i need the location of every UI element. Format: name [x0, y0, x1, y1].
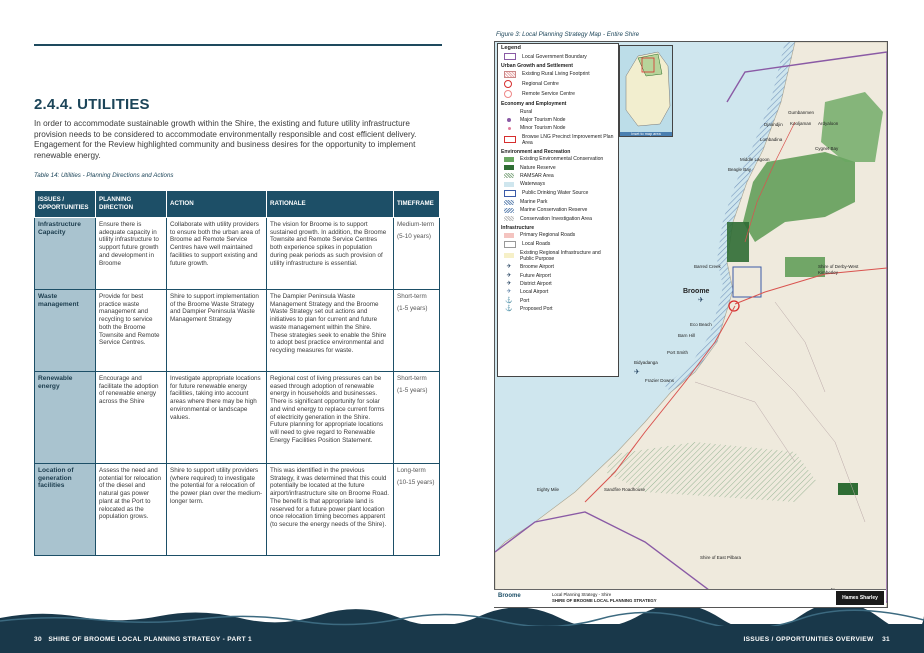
timeframe-term: Short-term — [397, 375, 427, 382]
legend-item — [498, 198, 618, 206]
legend-item — [498, 172, 618, 180]
legend-label: Public Drinking Water Source — [522, 190, 589, 197]
title-line-2: SHIRE OF BROOME LOCAL PLANNING STRATEGY — [552, 598, 657, 603]
timeframe-term: Medium-term — [397, 221, 435, 228]
timeframe-years: (1-5 years) — [397, 386, 428, 394]
page-number-left: 30 — [34, 636, 42, 643]
logo-broome: Broome — [498, 593, 521, 599]
legend-label: RAMSAR Area — [520, 172, 554, 179]
row-timeframe — [394, 290, 440, 372]
legend-label: Regional Centre — [522, 80, 559, 87]
footer-right-title: ISSUES / OPPORTUNITIES OVERVIEW — [743, 636, 874, 643]
legend-label: Existing Regional Infrastructure and Public Purpose — [520, 249, 601, 262]
row-rationale: Regional cost of living pressures can be eased through adoption of renewable energy in households and businesses. There is significant opportunity for solar and wind energy to replace current forms of electricity generation in the Shire. Future planning for appropriate locations will need to give regard to Renewable Energy Facilities Position Statement. — [267, 372, 394, 464]
legend-label: Existing Environmental Conservation — [520, 156, 604, 163]
legend-label: Minor Tourism Node — [520, 125, 566, 132]
row-direction: Provide for best practice waste management and recycling to service both the Broome Townsite and Remote Service Centres. — [96, 290, 167, 372]
proposed-port-icon: ⚓ — [505, 306, 513, 313]
table-row — [35, 290, 440, 372]
row-timeframe — [394, 218, 440, 290]
legend-item — [498, 189, 618, 198]
timeframe-term: Short-term — [397, 293, 427, 300]
map-label: Bidyadanga — [634, 360, 658, 365]
map-label: Eighty Mile — [537, 487, 560, 492]
nature-reserve — [838, 483, 858, 495]
inset-caption: Inset to map area — [620, 132, 672, 136]
legend-label: Existing Rural Living Footprint — [522, 71, 590, 78]
legend-item — [498, 108, 618, 116]
port-icon: ⚓ — [505, 297, 513, 304]
legend-section-title: Urban Growth and Settlement — [501, 62, 573, 69]
title-line-1: Local Planning Strategy - Shire — [552, 592, 612, 597]
page-footer — [0, 624, 924, 653]
section-heading: 2.4.4. UTILITIES — [34, 96, 150, 113]
row-direction: Ensure there is adequate capacity in utility infrastructure to support future growth and development in Broome — [96, 218, 167, 290]
legend-label: Port — [520, 297, 530, 304]
map-label: Lombadina — [760, 137, 783, 142]
legend-label: Nature Reserve — [520, 164, 556, 171]
row-issue: Location of generation facilities — [35, 464, 96, 556]
airplane-icon: ✈ — [506, 289, 512, 296]
row-action: Collaborate with utility providers to ensure both the urban area of Broome ad Remote Service Centres have well maintained facilities to support existing and future growth. — [167, 218, 267, 290]
footer-left — [34, 636, 252, 643]
nature-reserve — [727, 222, 749, 262]
airplane-icon: ✈ — [698, 297, 704, 304]
table-row — [35, 218, 440, 290]
logo-hames-sharley: Hames Sharley — [836, 591, 884, 605]
legend-label: Primary Regional Roads — [520, 232, 576, 239]
legend-item — [498, 89, 618, 99]
row-action: Investigate appropriate locations for future renewable energy facilities, taking into account areas where there may be high environmental or landscape values. — [167, 372, 267, 464]
legend-item — [498, 272, 618, 280]
col-header-action: ACTION — [167, 191, 267, 218]
row-rationale: The vision for Broome is to support sustained growth. In addition, the Broome Townsite and Remote Service Centres both experience spikes in population during peak periods as such provision of utility infrastructure is essential. — [267, 218, 394, 290]
row-action: Shire to support implementation of the Broome Waste Strategy and Dampier Peninsula Waste Management Strategy — [167, 290, 267, 372]
legend-label: Remote Service Centre — [522, 91, 575, 98]
map-label: Frazier Downs — [645, 378, 675, 383]
map-label: Beagle Bay — [728, 167, 752, 172]
legend-item — [498, 180, 618, 188]
row-issue: Renewable energy — [35, 372, 96, 464]
legend-item — [498, 206, 618, 214]
timeframe-years: (10-15 years) — [397, 478, 435, 486]
section-intro: In order to accommodate sustainable growth within the Shire, the existing and future utility infrastructure provision needs to be considered to accommodate environmentally responsible and cost efficient delivery. Engagement for the Review highlighted community and business desires for the opportunity to implement renewable energy. — [34, 119, 417, 160]
legend-label: Rural — [520, 108, 533, 115]
legend-item — [498, 231, 618, 239]
legend-item — [498, 280, 618, 288]
map-label: Shire of Derby-West Kimberley — [818, 264, 859, 275]
legend-section-title: Environment and Recreation — [501, 148, 571, 155]
legend-title: Legend — [501, 45, 521, 51]
legend-item — [498, 305, 618, 313]
map-label: Kooljaman — [790, 121, 812, 126]
map-label: Ardyaloon — [818, 121, 839, 126]
legend-item — [498, 239, 618, 248]
row-issue: Waste management — [35, 290, 96, 372]
legend-section-title: Economy and Employment — [501, 101, 567, 107]
row-timeframe — [394, 464, 440, 556]
legend-item — [498, 249, 618, 263]
map-title-block — [494, 589, 886, 607]
legend-label: Marine Park — [520, 199, 548, 206]
map-label: Barred Creek — [694, 264, 721, 269]
map-label: Djarindjin — [764, 122, 783, 127]
legend-item — [498, 263, 618, 271]
legend-label: Broome Airport — [520, 264, 554, 271]
table-row — [35, 372, 440, 464]
map-label-broome: Broome — [683, 288, 710, 295]
map-label: Eco Beach — [690, 322, 712, 327]
legend-section-title: Infrastructure — [501, 224, 535, 231]
table-caption: Table 14: Utilities - Planning Directions and Actions — [34, 172, 174, 179]
legend-item — [498, 79, 618, 89]
row-issue: Infrastructure Capacity — [35, 218, 96, 290]
inset-graphic — [620, 46, 672, 130]
utilities-table — [34, 190, 440, 556]
legend-item — [498, 163, 618, 171]
legend-label: District Airport — [520, 281, 552, 288]
legend-item — [498, 155, 618, 163]
map-label: Shire of East Pilbara — [700, 555, 742, 560]
legend-label: Local Government Boundary — [522, 53, 587, 60]
legend-item — [498, 133, 618, 147]
airplane-icon: ✈ — [506, 264, 512, 271]
legend-label: Proposed Port — [520, 306, 553, 313]
airplane-icon: ✈ — [506, 281, 512, 288]
map-label: Port Smith — [667, 350, 689, 355]
legend-item — [498, 297, 618, 305]
legend-label: Browse LNG Precinct Improvement Plan Area — [522, 133, 614, 146]
legend-label: Local Roads — [522, 241, 551, 248]
legend-item — [498, 52, 618, 61]
row-rationale: The Dampier Peninsula Waste Management Strategy and the Broome Waste Strategy set out actions and initiatives to plan for current and future waste management within the Shire. These strategies seek to enable the Shire to adopt best practice environmental and recycling measures for waste. — [267, 290, 394, 372]
page-number-right: 31 — [882, 636, 890, 643]
timeframe-years: (5-10 years) — [397, 232, 431, 240]
timeframe-term: Long-term — [397, 467, 426, 474]
footer-left-title: SHIRE OF BROOME LOCAL PLANNING STRATEGY - PART 1 — [48, 636, 253, 643]
airplane-icon: ✈ — [506, 272, 512, 279]
row-action: Shire to support utility providers (where required) to investigate the potential for a relocation of the power plan over the medium-longer term. — [167, 464, 267, 556]
table-row — [35, 464, 440, 556]
legend-label: Local Airport — [520, 289, 549, 296]
legend-item — [498, 288, 618, 296]
map-label: Middle Lagoon — [740, 157, 770, 162]
inset-map — [619, 45, 673, 137]
legend-item — [498, 124, 618, 132]
legend-label: Marine Conservation Reserve — [520, 207, 588, 214]
legend-label: Major Tourism Node — [520, 117, 566, 124]
legend-label: Conservation Investigation Area — [520, 215, 592, 222]
col-header-issues: ISSUES / OPPORTUNITIES — [35, 191, 96, 218]
figure-caption: Figure 3: Local Planning Strategy Map - Entire Shire — [496, 31, 640, 38]
map-label: Sandfire Roadhouse — [604, 487, 646, 492]
footer-wave — [0, 608, 924, 626]
footer-right — [743, 636, 890, 643]
table-header-row — [35, 191, 440, 218]
row-direction: Assess the need and potential for relocation of the diesel and natural gas power plant at the Port to relocated as the population grows. — [96, 464, 167, 556]
map-label: Cygnet Bay — [815, 146, 839, 151]
header-rule — [34, 44, 442, 46]
row-timeframe — [394, 372, 440, 464]
row-rationale: This was identified in the previous Strategy, it was determined that this could potentially be located at the future airport/infrastructure site on Broome Road. The benefit is that appropriate land is reserved for a future power plant location once relocation timing becomes apparent (to secure the energy needs of the Shire). — [267, 464, 394, 556]
airplane-icon: ✈ — [634, 369, 640, 376]
col-header-direction: PLANNING DIRECTION — [96, 191, 167, 218]
map-label: Gumbanmen — [788, 110, 815, 115]
timeframe-years: (1-5 years) — [397, 304, 428, 312]
map-label: Barn Hill — [678, 333, 696, 338]
legend-item — [498, 116, 618, 124]
legend-label: Waterways — [520, 181, 546, 188]
legend-label: Future Airport — [520, 272, 551, 279]
col-header-timeframe: TIMEFRAME — [394, 191, 440, 218]
col-header-rationale: RATIONALE — [267, 191, 394, 218]
map-legend — [497, 43, 619, 377]
legend-item — [498, 215, 618, 223]
row-direction: Encourage and facilitate the adoption of renewable energy across the Shire — [96, 372, 167, 464]
legend-item — [498, 69, 618, 78]
